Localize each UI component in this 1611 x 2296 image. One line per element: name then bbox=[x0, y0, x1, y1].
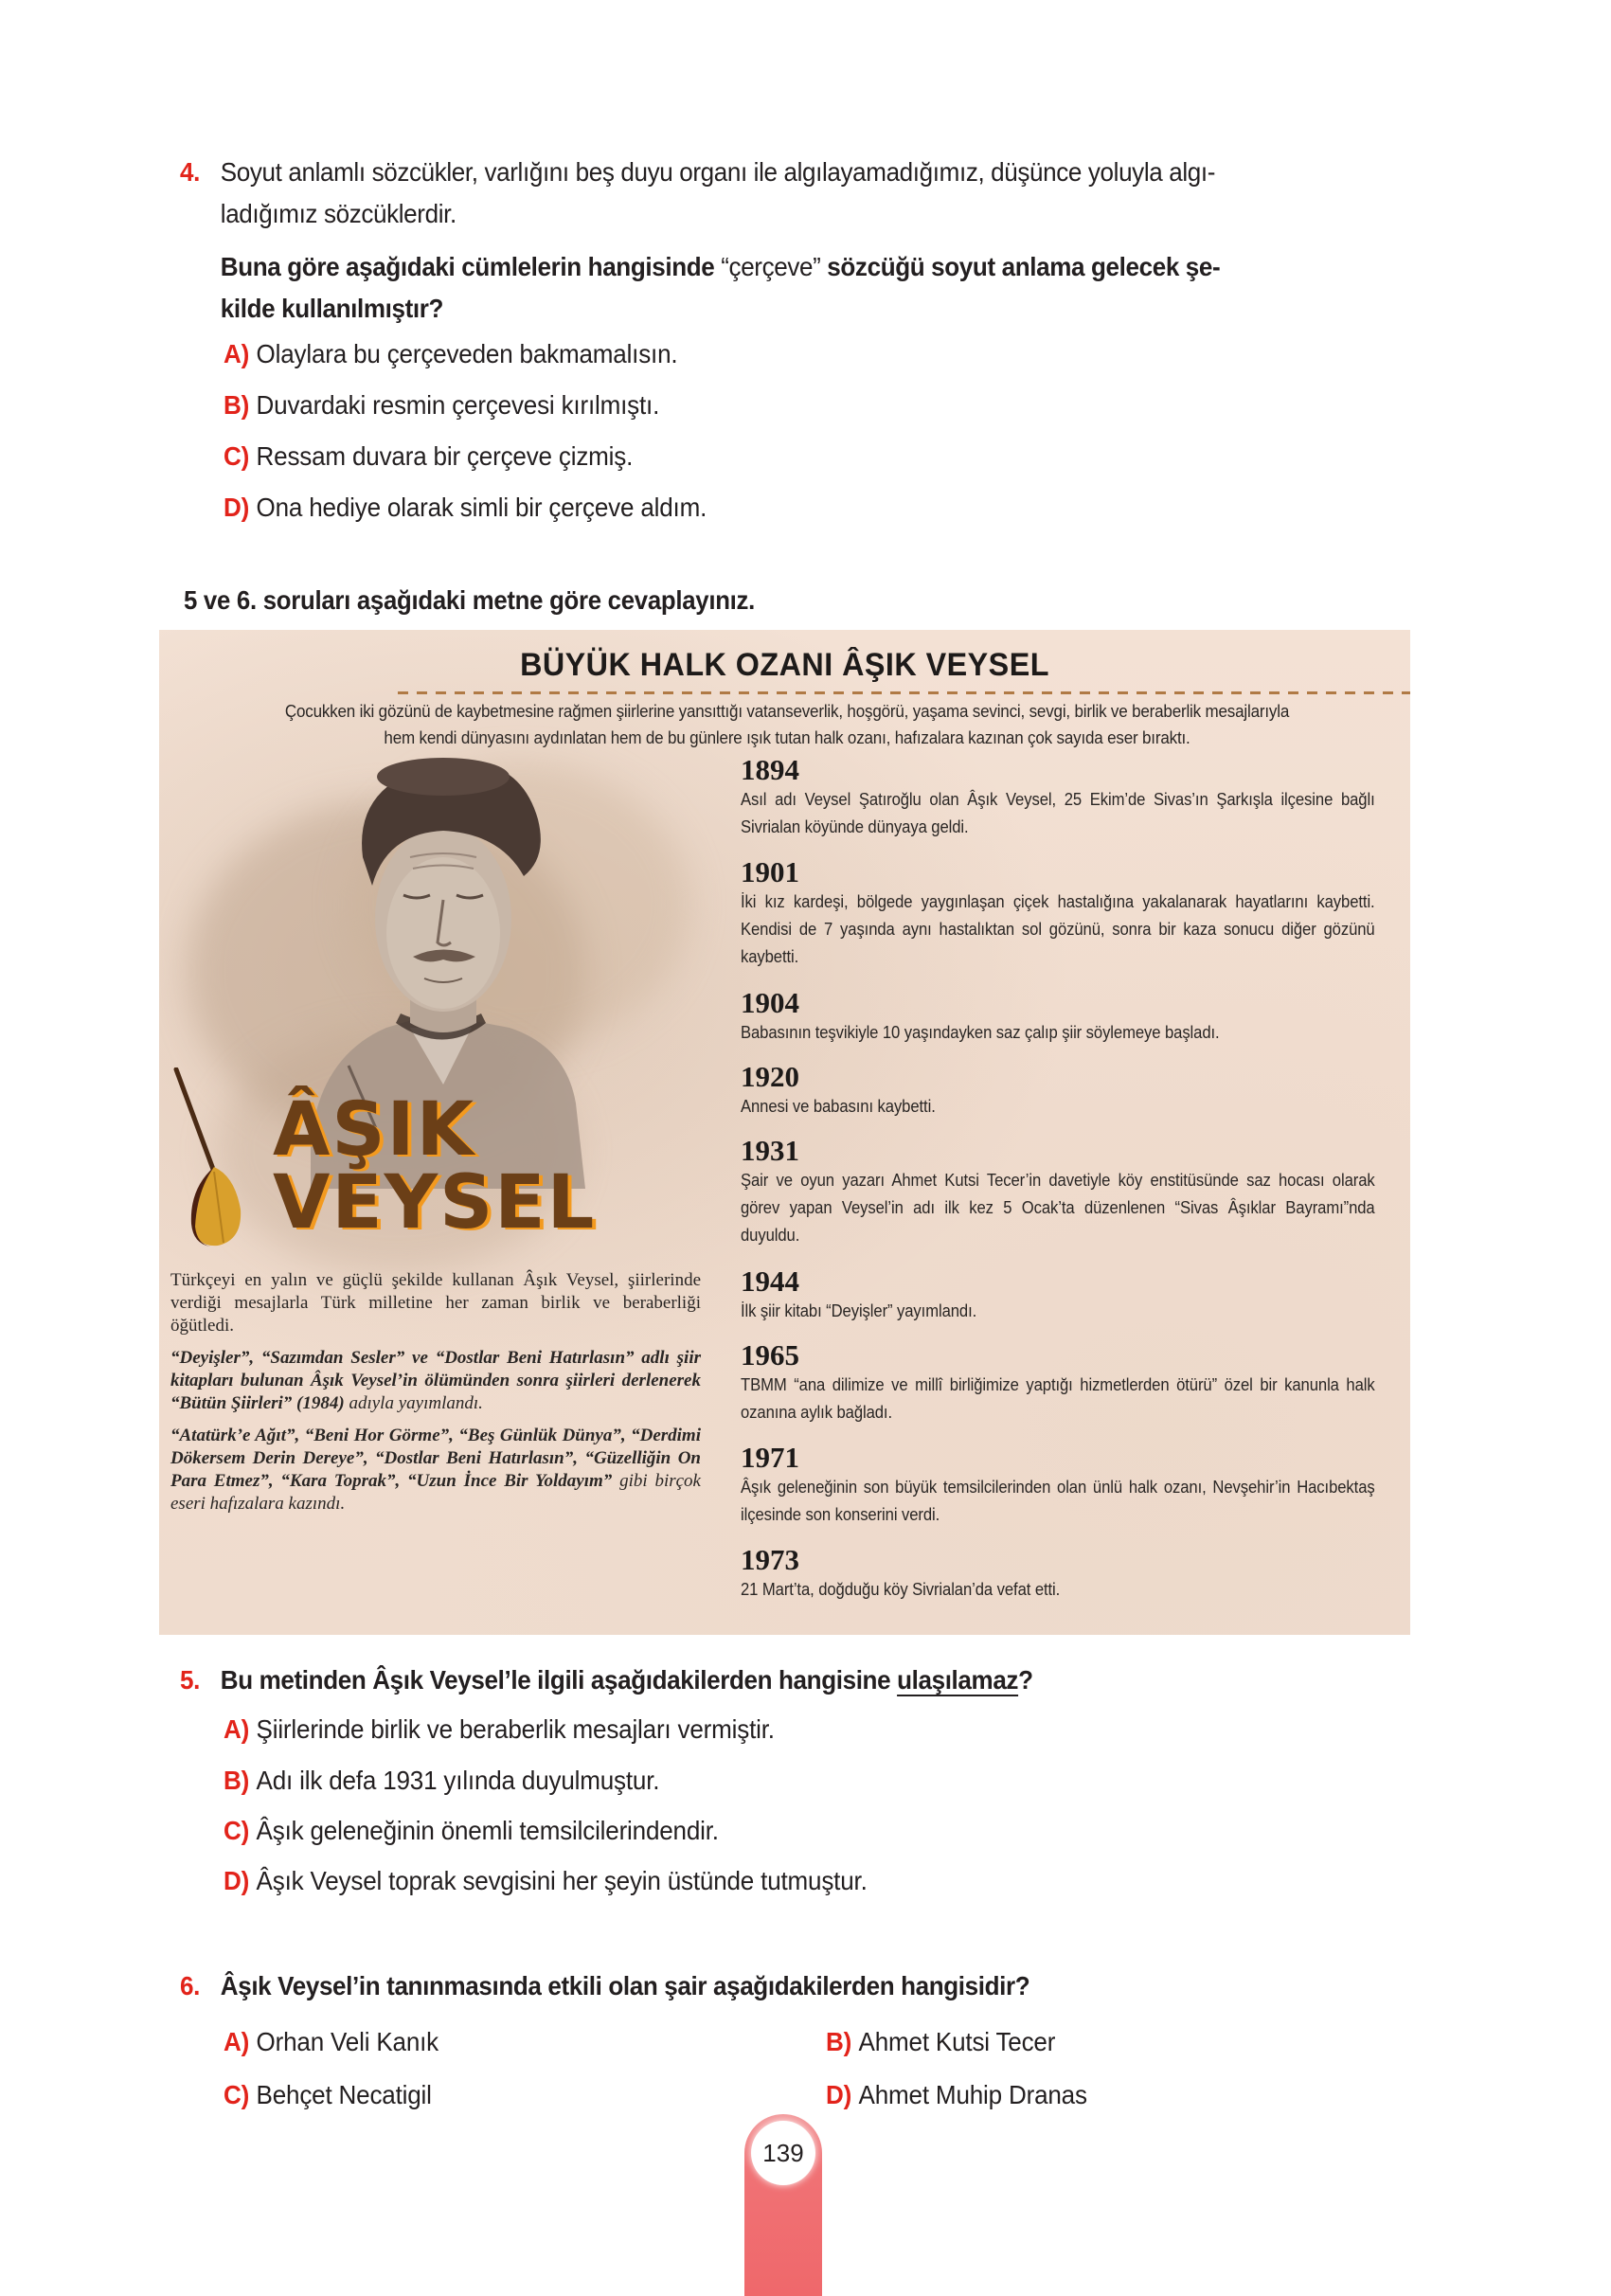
timeline-text: İlk şiir kitabı “Deyişler” yayımlandı. bbox=[741, 1300, 977, 1320]
timeline-item-1944 bbox=[741, 1266, 1375, 1324]
timeline-text: Asıl adı Veysel Şatıroğlu olan Âşık Veysel, 25 Ekim’de Sivas’ın Şarkışla ilçesine bağlı Sivrialan köyünde dünyaya geldi. bbox=[741, 789, 1375, 836]
page-number-tab bbox=[744, 2114, 822, 2296]
timeline-year: 1931 bbox=[741, 1134, 799, 1167]
big-name-line-1: ÂŞIK bbox=[273, 1087, 476, 1173]
question-number: 4. bbox=[180, 157, 200, 187]
left-column-text bbox=[170, 1269, 701, 1525]
timeline-text: Âşık geleneğinin son büyük temsilcilerinden olan ünlü halk ozanı, Nevşehir’in Hacıbektaş ilçesinde son konserini verdi. bbox=[741, 1477, 1375, 1524]
page-number: 139 bbox=[751, 2121, 815, 2185]
question-4-prompt-line-1: Buna göre aşağıdaki cümlelerin hangisinde “çerçeve” sözcüğü soyut anlama gelecek şe- bbox=[220, 252, 1221, 281]
dashed-divider bbox=[398, 691, 1410, 694]
timeline-year: 1920 bbox=[741, 1060, 799, 1093]
timeline-year: 1965 bbox=[741, 1338, 799, 1372]
question-6-option-b[interactable]: B) Ahmet Kutsi Tecer bbox=[826, 2027, 1056, 2056]
timeline-year: 1904 bbox=[741, 986, 799, 1019]
question-4-prompt-line-2: kilde kullanılmıştır? bbox=[220, 294, 444, 323]
timeline-item-1894 bbox=[741, 755, 1375, 840]
question-4 bbox=[180, 152, 1430, 330]
question-4-stem-line-2: ladığımız sözcüklerdir. bbox=[220, 199, 456, 228]
timeline-item-1973 bbox=[741, 1545, 1375, 1603]
question-6-stem: 6. Âşık Veysel’in tanınmasında etkili olan şair aşağıdakilerden hangisidir? bbox=[180, 1971, 1030, 2000]
question-4-option-c[interactable]: C) Ressam duvara bir çerçeve çizmiş. bbox=[224, 441, 634, 471]
timeline-item-1965 bbox=[741, 1340, 1375, 1426]
timeline-year: 1944 bbox=[741, 1265, 799, 1298]
timeline-text: Annesi ve babasını kaybetti. bbox=[741, 1096, 936, 1116]
timeline-text: TBMM “ana dilimize ve millî birliğimize yaptığı hizmetlerden ötürü” özel bir kanunla halk ozanına aylık bağladı. bbox=[741, 1374, 1375, 1422]
question-6-option-a[interactable]: A) Orhan Veli Kanık bbox=[224, 2027, 439, 2056]
question-5-stem: 5. Bu metinden Âşık Veysel’le ilgili aşağıdakilerden hangisine ulaşılamaz? bbox=[180, 1665, 1033, 1695]
question-5-option-c[interactable]: C) Âşık geleneğinin önemli temsilcilerindendir. bbox=[224, 1816, 719, 1845]
question-6-option-c[interactable]: C) Behçet Necatigil bbox=[224, 2080, 432, 2109]
timeline-year: 1971 bbox=[741, 1441, 799, 1474]
question-4-option-d[interactable]: D) Ona hediye olarak simli bir çerçeve aldım. bbox=[224, 493, 707, 522]
infobox-title: BÜYÜK HALK OZANI ÂŞIK VEYSEL bbox=[520, 647, 1049, 683]
question-6-option-d[interactable]: D) Ahmet Muhip Dranas bbox=[826, 2080, 1087, 2109]
left-paragraph-1: Türkçeyi en yalın ve güçlü şekilde kullanan Âşık Veysel, şiirlerinde verdiği mesajlarla Türk milletine her zaman birlik ve beraberliği öğütledi. bbox=[170, 1270, 701, 1336]
question-5-option-d[interactable]: D) Âşık Veysel toprak sevgisini her şeyin üstünde tutmuştur. bbox=[224, 1866, 868, 1895]
asik-veysel-infobox bbox=[159, 630, 1410, 1635]
reading-instruction: 5 ve 6. soruları aşağıdaki metne göre cevaplayınız. bbox=[184, 585, 756, 615]
question-5 bbox=[180, 1659, 1430, 1701]
timeline-item-1901 bbox=[741, 857, 1375, 970]
infobox-intro: Çocukken iki gözünü de kaybetmesine rağmen şiirlerine yansıttığı vatanseverlik, hoşgörü, yaşama sevinci, sevgi, birlik ve beraberlik mesajlarıyla hem kendi dünyasını aydınlatan hem de bu günlere ışık tutan halk ozanı, hafızalara kazınan çok sayıda eser bıraktı. bbox=[284, 701, 1290, 747]
timeline-year: 1973 bbox=[741, 1543, 799, 1576]
timeline-item-1931 bbox=[741, 1136, 1375, 1248]
timeline-text: 21 Mart’ta, doğduğu köy Sivrialan’da vefat etti. bbox=[741, 1579, 1061, 1599]
left-paragraph-2: “Deyişler”, “Sazımdan Sesler” ve “Dostlar Beni Hatırlasın” adlı şiir kitapları bulunan Âşık Veysel’in ölümünden sonra şiirleri derlenerek “Bütün Şiirleri” (1984) adıyla yayımlandı. bbox=[170, 1348, 701, 1413]
timeline-text: Babasının teşvikiyle 10 yaşındayken saz çalıp şiir söylemeye başladı. bbox=[741, 1022, 1220, 1042]
question-4-option-b[interactable]: B) Duvardaki resmin çerçevesi kırılmıştı. bbox=[224, 390, 660, 420]
question-5-option-b[interactable]: B) Adı ilk defa 1931 yılında duyulmuştur. bbox=[224, 1766, 660, 1795]
saz-instrument-icon bbox=[169, 1067, 254, 1247]
timeline-text: Şair ve oyun yazarı Ahmet Kutsi Tecer’in davetiyle köy enstitüsünde saz hocası olarak görev yapan Veysel’in adı ilk kez 5 Ocak’ta düzenlenen “Sivas Âşıklar Bayramı”nda duyuldu. bbox=[741, 1170, 1375, 1245]
left-paragraph-3: “Atatürk’e Ağıt”, “Beni Hor Görme”, “Beş Günlük Dünya”, “Derdimi Dökersem Derin Dereye”, “Dostlar Beni Hatırlasın”, “Güzelliğin On Para Etmez”, “Kara Toprak”, “Uzun İnce Bir Yoldayım” gibi birçok eseri hafızalara kazındı. bbox=[170, 1426, 701, 1514]
timeline-item-1971 bbox=[741, 1443, 1375, 1528]
question-4-stem-line-1: 4. Soyut anlamlı sözcükler, varlığını beş duyu organı ile algılayamadığımız, düşünce yoluyla algı- bbox=[180, 152, 1343, 193]
timeline-year: 1894 bbox=[741, 753, 799, 786]
timeline-item-1904 bbox=[741, 988, 1375, 1046]
question-4-option-a[interactable]: A) Olaylara bu çerçeveden bakmamalısın. bbox=[224, 339, 678, 368]
timeline-text: İki kız kardeşi, bölgede yaygınlaşan çiçek hastalığına yakalanarak hayatlarını kaybetti. Kendisi de 7 yaşında aynı hastalıktan sol gözünü, sonra bir kaza sonucu diğer gözünü kaybetti. bbox=[741, 891, 1375, 966]
timeline-year: 1901 bbox=[741, 855, 799, 888]
timeline-item-1920 bbox=[741, 1062, 1375, 1120]
question-5-option-a[interactable]: A) Şiirlerinde birlik ve beraberlik mesajları vermiştir. bbox=[224, 1714, 775, 1744]
big-name-line-2: VEYSEL bbox=[273, 1160, 597, 1246]
question-6 bbox=[180, 1965, 1430, 2007]
